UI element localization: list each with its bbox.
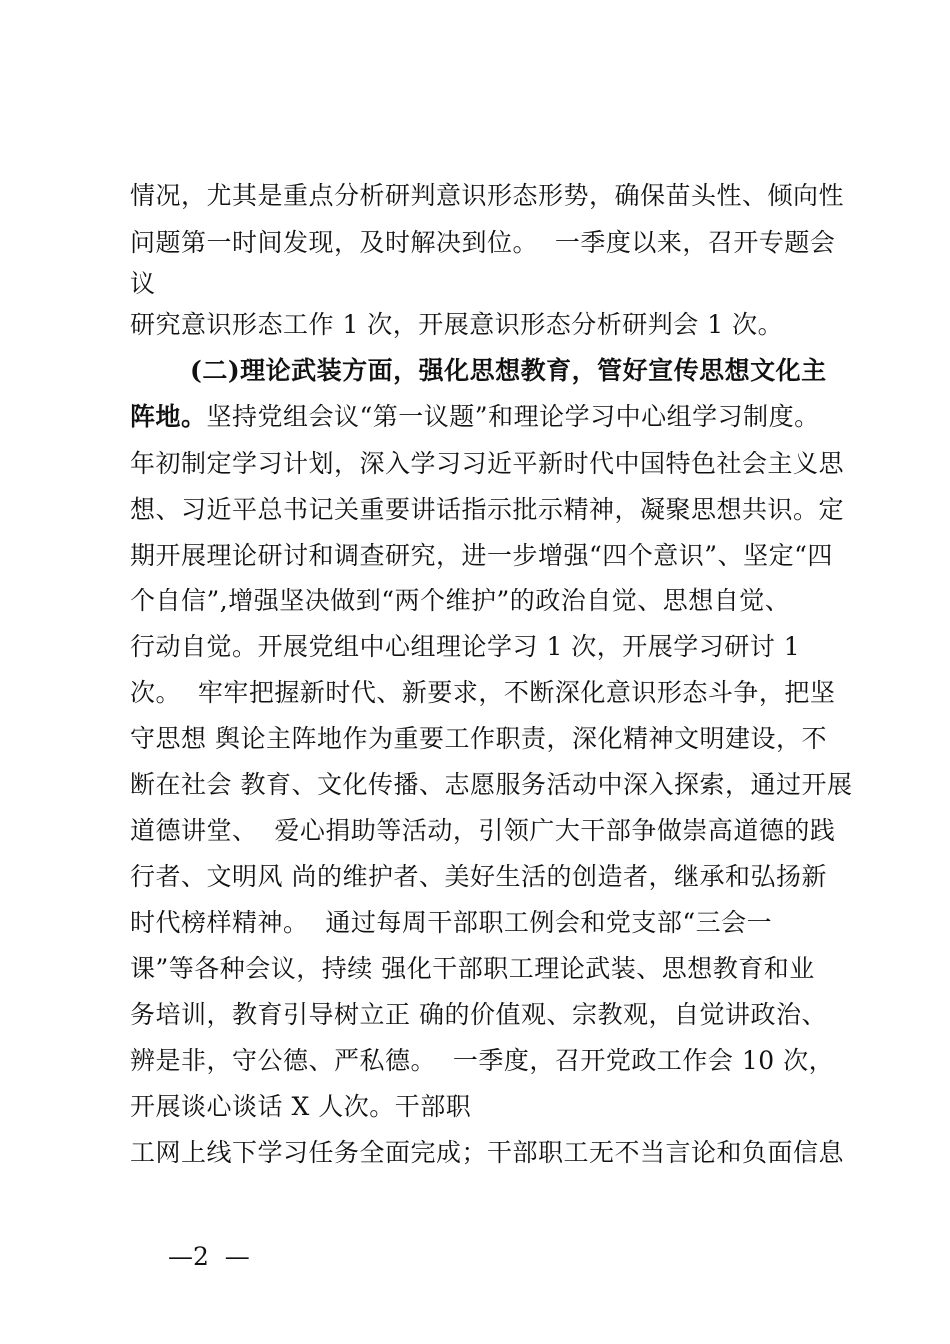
section-heading-line-2: [130, 404, 820, 429]
section-heading-tail: 阵地。: [130, 402, 207, 431]
text-line-15: 行者、文明风 尚的维护者、美好生活的创造者，继承和弘扬新: [130, 862, 827, 891]
text-line-16: 时代榜样精神。 通过每周干部职工例会和党支部“三会一: [130, 908, 773, 937]
text-line-3: 议: [130, 269, 156, 298]
text-line-2: 问题第一时间发现，及时解决到位。 一季度以来，召开专题会: [130, 228, 836, 257]
text-line-9: 个自信”,增强坚决做到“两个维护”的政治自觉、思想自觉、: [130, 586, 791, 615]
text-line-8: 期开展理论研讨和调查研究，进一步增强“四个意识”、坚定“四: [130, 541, 833, 570]
section-heading-line-1: (二)理论武装方面，强化思想教育，管好宣传思想文化主: [190, 356, 827, 385]
text-line-10: 行动自觉。开展党组中心组理论学习 1 次，开展学习研讨 1: [130, 632, 801, 661]
text-line-1: 情况，尤其是重点分析研判意识形态形势，确保苗头性、倾向性: [130, 181, 845, 210]
text-line-19: 辨是非，守公德、严私德。 一季度，召开党政工作会 10 次，: [130, 1046, 835, 1075]
text-line-7: 想、习近平总书记关重要讲话指示批示精神，凝聚思想共识。定: [130, 495, 845, 524]
text-line-4: 研究意识形态工作 1 次，开展意识形态分析研判会 1 次。: [130, 310, 784, 339]
text-line-11: 次。 牢牢把握新时代、新要求，不断深化意识形态斗争，把坚: [130, 678, 836, 707]
text-line-17: 课”等各种会议，持续 强化干部职工理论武装、思想教育和业: [130, 954, 815, 983]
text-line-18: 务培训，教育引导树立正 确的价值观、宗教观，自觉讲政治、: [130, 1000, 827, 1029]
text-line-12: 守思想 舆论主阵地作为重要工作职责，深化精神文明建设，不: [130, 724, 827, 753]
text-line-21: 工网上线下学习任务全面完成；干部职工无不当言论和负面信息: [130, 1138, 845, 1167]
text-line-20: 开展谈心谈话 X 人次。干部职: [130, 1092, 472, 1121]
text-line-13: 断在社会 教育、文化传播、志愿服务活动中深入探索，通过开展: [130, 770, 853, 799]
text-line-5: 坚持党组会议“第一议题”和理论学习中心组学习制度。: [206, 402, 820, 431]
text-line-6: 年初制定学习计划，深入学习习近平新时代中国特色社会主义思: [130, 449, 845, 478]
text-line-14: 道德讲堂、 爱心捐助等活动，引领广大干部争做崇高道德的践: [130, 816, 836, 845]
page-number: —2 —: [168, 1242, 250, 1271]
